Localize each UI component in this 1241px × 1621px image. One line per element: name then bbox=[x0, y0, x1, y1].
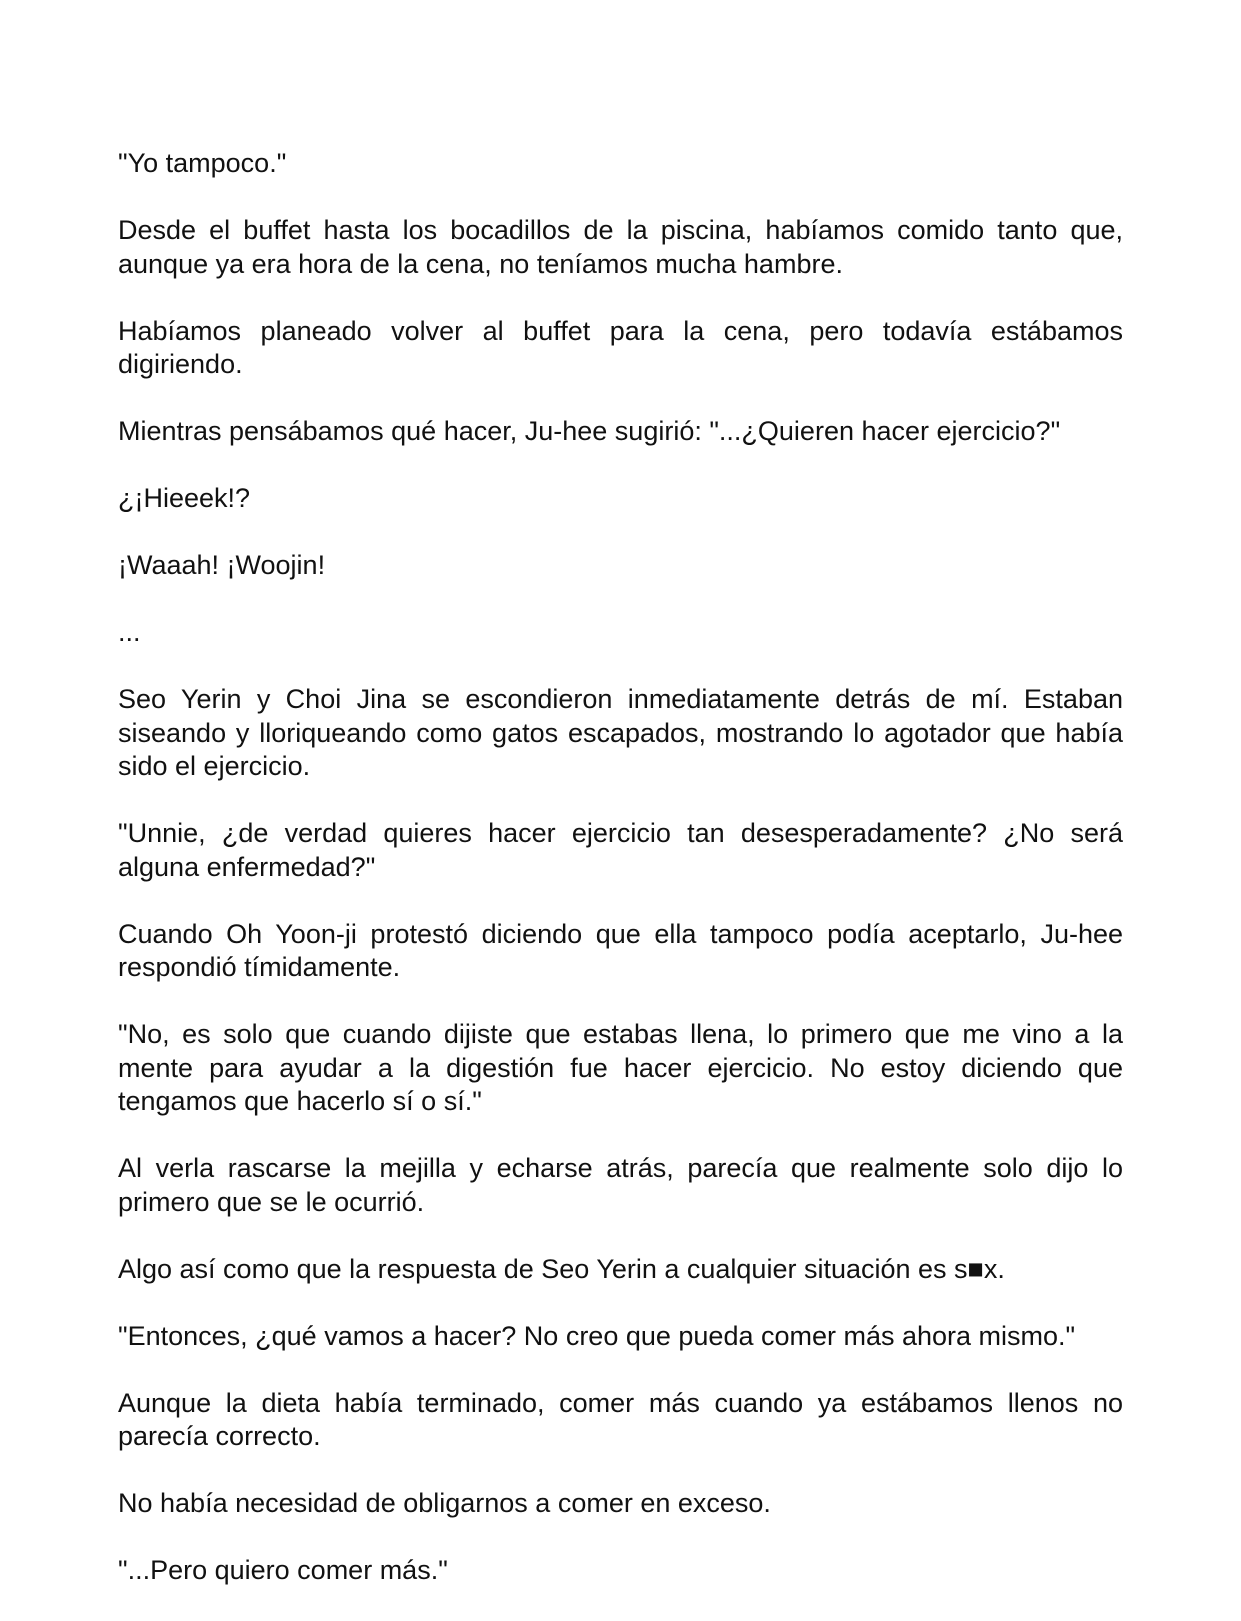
paragraph: No había necesidad de obligarnos a comer en exceso. bbox=[118, 1488, 771, 1518]
paragraph: "Entonces, ¿qué vamos a hacer? No creo que pueda comer más ahora mismo." bbox=[118, 1320, 1076, 1351]
paragraph: "Yo tampoco." bbox=[118, 148, 287, 178]
paragraph: Mientras pensábamos qué hacer, Ju-hee sugirió: "...¿Quieren hacer ejercicio?" bbox=[118, 416, 1061, 446]
paragraph: ¿¡Hieeek!? bbox=[118, 483, 251, 513]
paragraph: ... bbox=[118, 617, 141, 647]
paragraph: ¡Waaah! ¡Woojin! bbox=[118, 550, 326, 580]
paragraph: Seo Yerin y Choi Jina se escondieron inmediatamente detrás de mí. Estaban siseando y lloriqueando como gatos escapados, mostrando lo agotador que había sido el ejercicio. bbox=[118, 684, 1123, 781]
paragraph: "Unnie, ¿de verdad quieres hacer ejercicio tan desesperadamente? ¿No será alguna enfermedad?" bbox=[118, 818, 1123, 882]
paragraph: Algo así como que la respuesta de Seo Yerin a cualquier situación es s■x. bbox=[118, 1253, 1005, 1284]
document-page bbox=[118, 147, 1123, 1621]
paragraph: Habíamos planeado volver al buffet para la cena, pero todavía estábamos digiriendo. bbox=[118, 315, 1123, 379]
paragraph: Desde el buffet hasta los bocadillos de la piscina, habíamos comido tanto que, aunque ya era hora de la cena, no teníamos mucha hambre. bbox=[118, 215, 1123, 279]
paragraph: Cuando Oh Yoon-ji protestó diciendo que ella tampoco podía aceptarlo, Ju-hee respondió tímidamente. bbox=[118, 918, 1123, 982]
paragraph: Aunque la dieta había terminado, comer más cuando ya estábamos llenos no parecía correcto. bbox=[118, 1387, 1123, 1451]
paragraph: Al verla rascarse la mejilla y echarse atrás, parecía que realmente solo dijo lo primero que se le ocurrió. bbox=[118, 1153, 1123, 1217]
paragraph: "No, es solo que cuando dijiste que estabas llena, lo primero que me vino a la mente para ayudar a la digestión fue hacer ejercicio. No estoy diciendo que tengamos que hacerlo sí o sí." bbox=[118, 1019, 1123, 1116]
paragraph: "...Pero quiero comer más." bbox=[118, 1555, 448, 1585]
